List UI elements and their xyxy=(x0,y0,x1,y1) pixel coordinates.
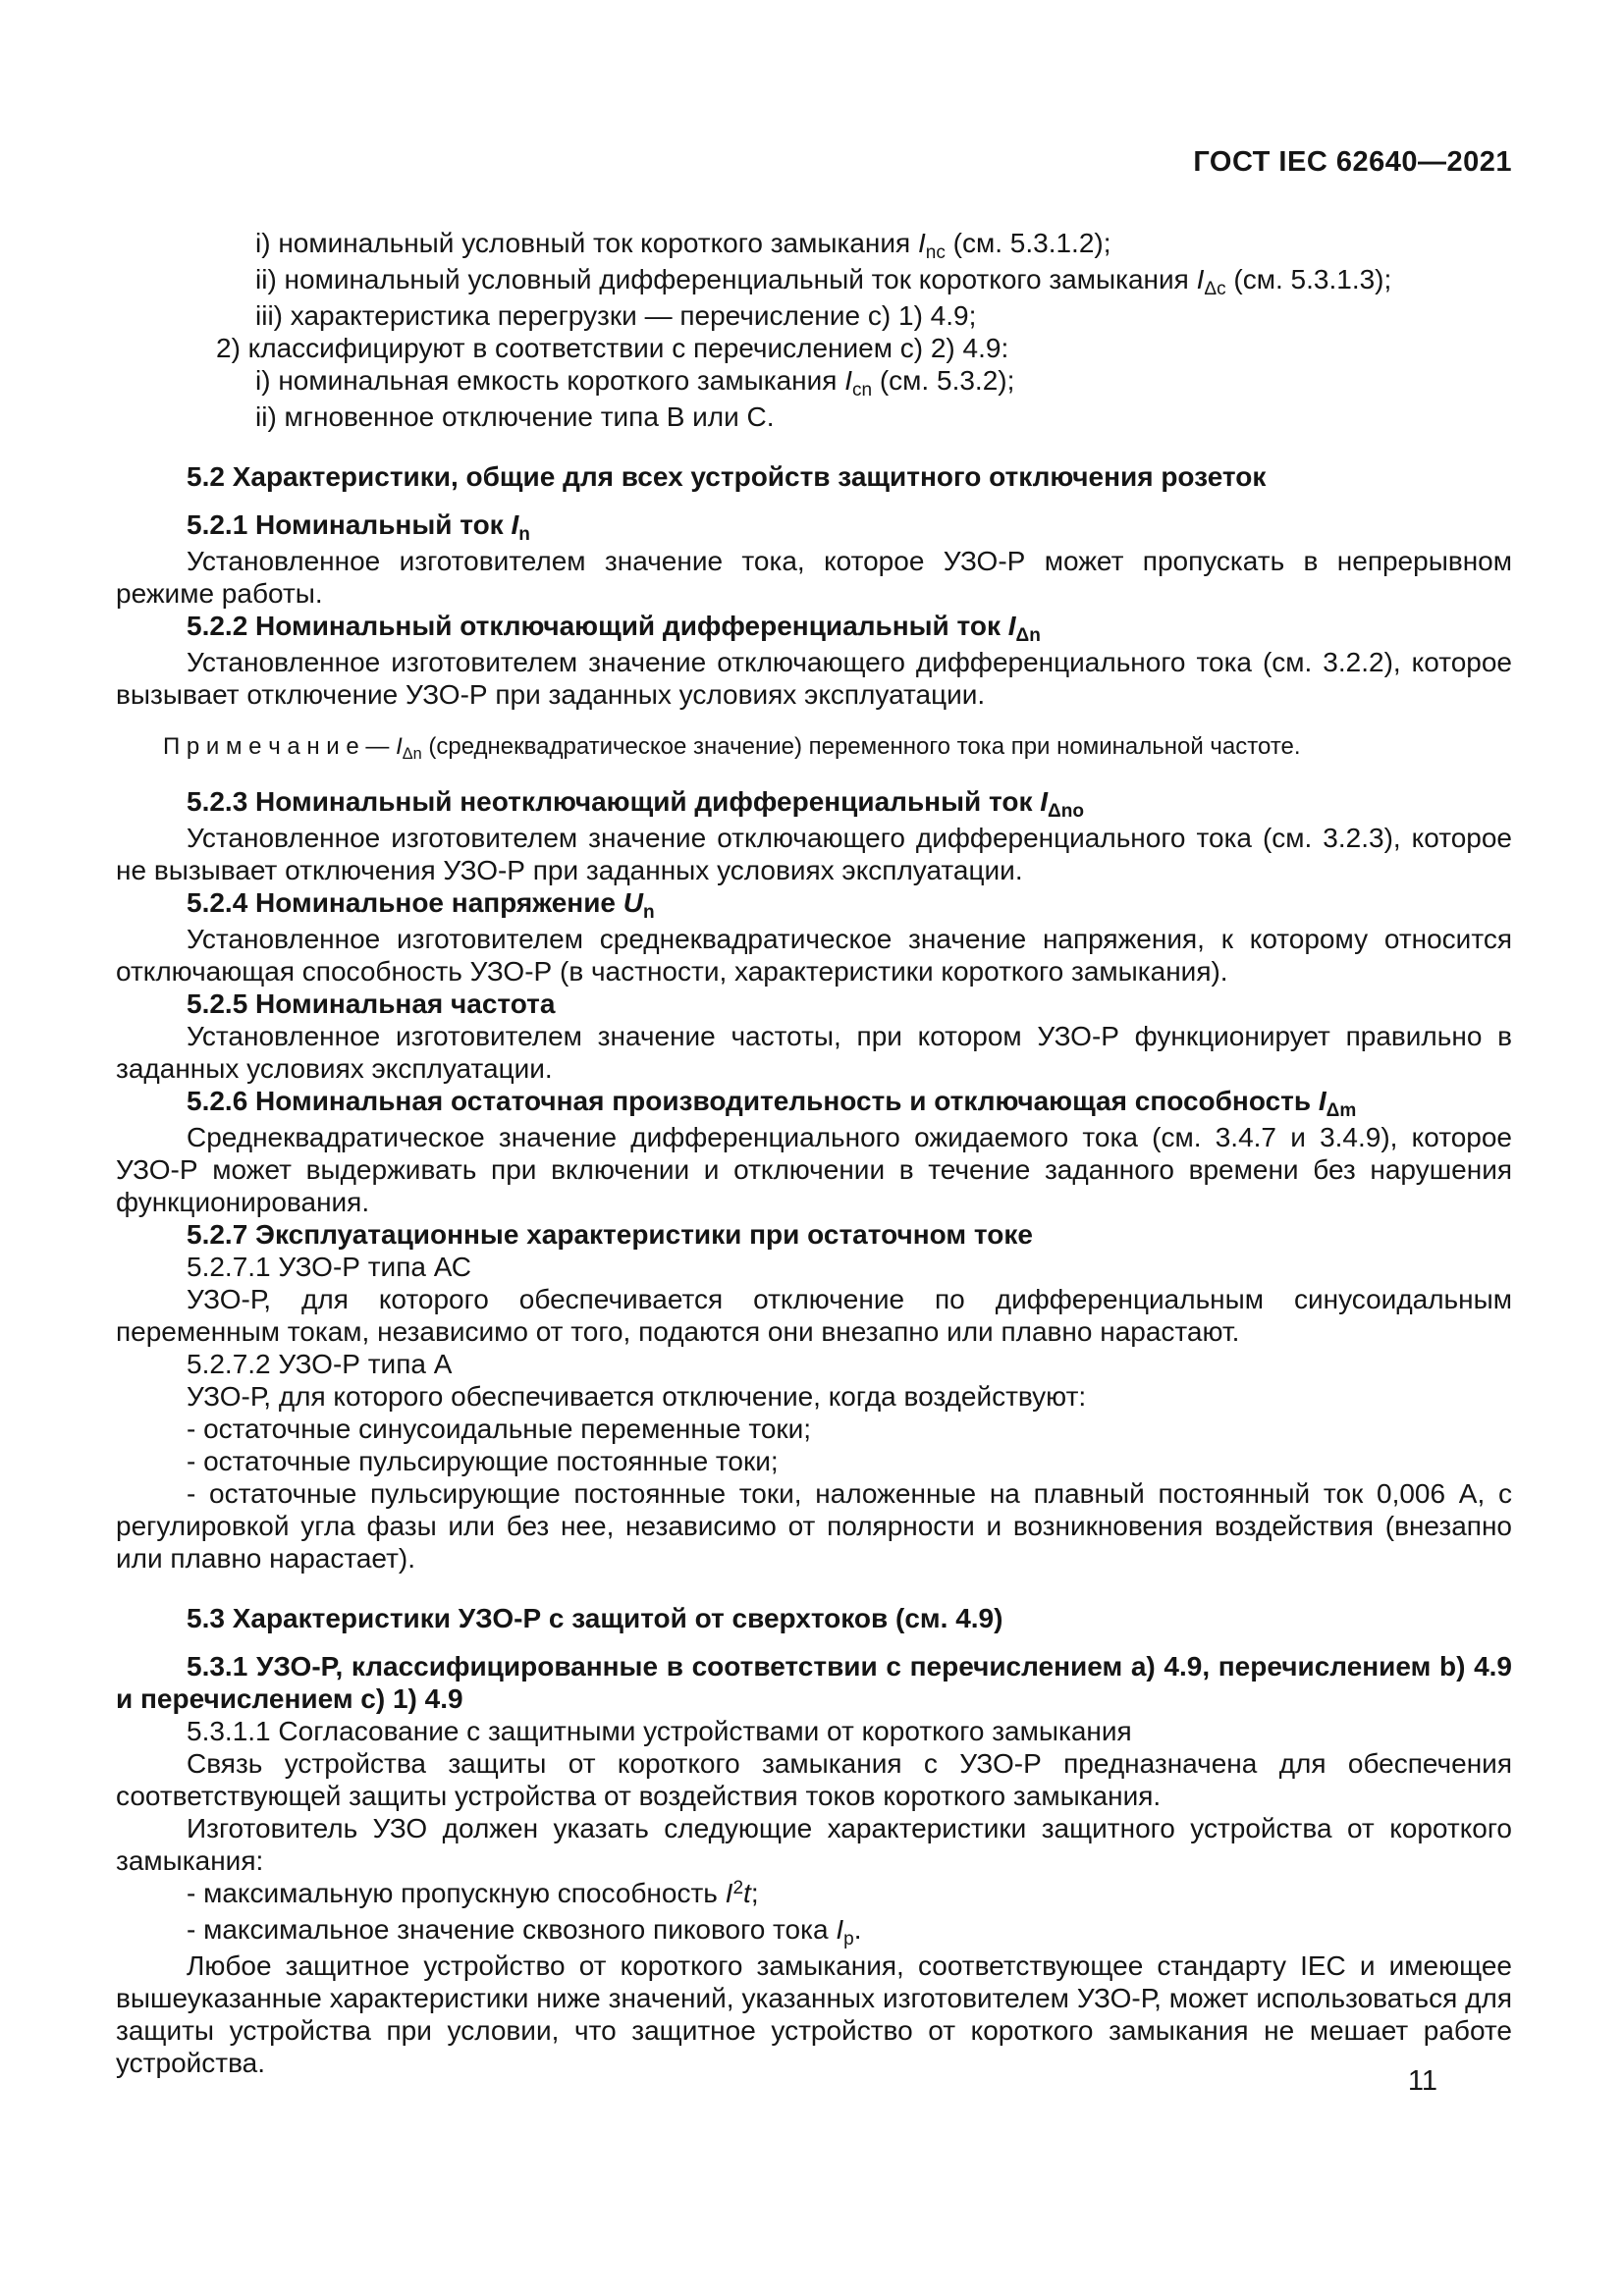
page-footer xyxy=(116,2065,1437,2098)
paragraph: Установленное изготовителем значение частоты, при котором УЗО-Р функционирует правильно в заданных условиях эксплуатации. xyxy=(116,1021,1512,1084)
heading-5-2: 5.2 Характеристики, общие для всех устройств защитного отключения розеток xyxy=(187,461,1267,492)
symbol-sub: Δn xyxy=(1015,625,1041,647)
symbol-i: I xyxy=(1040,786,1049,817)
heading-5-2-4: 5.2.4 Номинальное напряжение $U_n$ xyxy=(187,887,655,924)
symbol-i: I xyxy=(1196,264,1205,294)
dash-item: - максимальную пропускную способность $I^2t$; xyxy=(187,1878,759,1908)
symbol-i: I xyxy=(1007,611,1016,641)
symbol-sub: Δm xyxy=(1326,1100,1357,1122)
list-item-2: 2) классифицируют в соответствии с перечислением c) 2) 4.9: xyxy=(216,333,1009,363)
symbol-i: t xyxy=(743,1878,751,1908)
paragraph: УЗО-Р, для которого обеспечивается отключение, когда воздействуют: xyxy=(187,1381,1087,1412)
symbol-sub: n xyxy=(518,524,530,546)
dash-item: - остаточные синусоидальные переменные токи; xyxy=(187,1414,812,1444)
paragraph: Среднеквадратическое значение дифференциального ожидаемого тока (см. 3.4.7 и 3.4.9), которое УЗО-Р может выдерживать при включении и отключении в течение заданного времени без нарушения функционирования. xyxy=(116,1122,1512,1217)
heading-5-2-7-2: 5.2.7.2 УЗО-Р типа А xyxy=(187,1349,453,1379)
dash-item: - остаточные пульсирующие постоянные токи; xyxy=(187,1446,779,1476)
paragraph: УЗО-Р, для которого обеспечивается отключение по дифференциальным синусоидальным переменным токам, независимо от того, подаются они внезапно или плавно нарастают. xyxy=(116,1284,1512,1347)
paragraph: Установленное изготовителем значение отключающего дифференциального тока (см. 3.2.2), которое вызывает отключение УЗО-Р при заданных условиях эксплуатации. xyxy=(116,647,1512,710)
heading-5-2-5: 5.2.5 Номинальная частота xyxy=(187,988,556,1019)
heading-5-2-1: 5.2.1 Номинальный ток $I_n$ xyxy=(187,509,530,546)
document-code: ГОСТ IEC 62640—2021 xyxy=(1193,146,1512,178)
symbol-sub: Δn xyxy=(402,745,422,764)
dash-item: - остаточные пульсирующие постоянные токи, наложенные на плавный постоянный ток 0,006 А, с регулировкой угла фазы или без нее, независимо от полярности и возникновения воздействия (внезапно или плавно нарастает). xyxy=(116,1478,1512,1574)
heading-5-2-7-1: 5.2.7.1 УЗО-Р типа АС xyxy=(187,1252,471,1282)
note: П р и м е ч а н и е — $I_{\Delta n}$ (среднеквадратическое значение) переменного тока при номинальной частоте. xyxy=(163,733,1301,764)
heading-5-2-7: 5.2.7 Эксплуатационные характеристики при остаточном токе xyxy=(187,1219,1033,1250)
list-item-iii-1: iii) характеристика перегрузки — перечисление c) 1) 4.9; xyxy=(255,300,977,331)
symbol-i: I xyxy=(1318,1086,1326,1116)
symbol-i: I xyxy=(725,1878,733,1908)
symbol-sup: 2 xyxy=(732,1878,744,1899)
symbol-i: I xyxy=(917,228,926,258)
paragraph: Изготовитель УЗО должен указать следующие характеристики защитного устройства от короткого замыкания: xyxy=(116,1813,1512,1876)
symbol-sub: nc xyxy=(925,242,946,264)
paragraph: Любое защитное устройство от короткого замыкания, соответствующее стандарту IEC и имеющее вышеуказанные характеристики ниже значений, указанных изготовителем УЗО-Р, может использоваться для защиты устройства при условии, что защитное устройство от короткого замыкания не мешает работе устройства. xyxy=(116,1950,1512,2078)
symbol-sub: cn xyxy=(851,380,873,401)
heading-5-3: 5.3 Характеристики УЗО-Р с защитой от сверхтоков (см. 4.9) xyxy=(187,1603,1003,1633)
symbol-sub: p xyxy=(843,1929,854,1950)
symbol-i: I xyxy=(844,365,852,396)
heading-5-3-1-1: 5.3.1.1 Согласование с защитными устройствами от короткого замыкания xyxy=(187,1716,1132,1746)
paragraph: Установленное изготовителем среднеквадратическое значение напряжения, к которому относится отключающая способность УЗО-Р (в частности, характеристики короткого замыкания). xyxy=(116,924,1512,987)
symbol-i: U xyxy=(623,887,644,918)
list-item-ii-1: ii) номинальный условный дифференциальный ток короткого замыкания $I_{\Delta c}$ (см. 5.3.1.3); xyxy=(255,264,1392,300)
heading-5-2-3: 5.2.3 Номинальный неотключающий дифференциальный ток $I_{\Delta no}$ xyxy=(187,786,1084,823)
symbol-i: I xyxy=(511,509,519,540)
symbol-i: I xyxy=(836,1914,844,1945)
heading-5-2-2: 5.2.2 Номинальный отключающий дифференциальный ток $I_{\Delta n}$ xyxy=(187,611,1041,647)
page-number: 11 xyxy=(1407,2065,1437,2097)
list-item-i-1: i) номинальный условный ток короткого замыкания $I_{nc}$ (см. 5.3.1.2); xyxy=(255,228,1111,264)
symbol-sub: n xyxy=(643,902,655,924)
dash-item: - максимальное значение сквозного пикового тока $I_p$. xyxy=(187,1914,862,1950)
page-header xyxy=(116,146,1512,179)
content-blocks xyxy=(116,227,1512,2079)
paragraph: Установленное изготовителем значение тока, которое УЗО-Р может пропускать в непрерывном режиме работы. xyxy=(116,546,1512,609)
paragraph: Установленное изготовителем значение отключающего дифференциального тока (см. 3.2.3), которое не вызывает отключения УЗО-Р при заданных условиях эксплуатации. xyxy=(116,823,1512,885)
heading-5-3-1: 5.3.1 УЗО-Р, классифицированные в соответствии с перечислением a) 4.9, перечислением b) 4.9 и перечислением c) 1) 4.9 xyxy=(116,1651,1512,1714)
symbol-sub: Δno xyxy=(1048,801,1084,823)
list-item-ii-2: ii) мгновенное отключение типа B или C. xyxy=(255,401,775,432)
list-item-i-2: i) номинальная емкость короткого замыкания $I_{cn}$ (см. 5.3.2); xyxy=(255,365,1015,401)
heading-5-2-6: 5.2.6 Номинальная остаточная производительность и отключающая способность $I_{\Delta m}$ xyxy=(187,1086,1357,1122)
paragraph: Связь устройства защиты от короткого замыкания с УЗО-Р предназначена для обеспечения соответствующей защиты устройства от воздействия токов короткого замыкания. xyxy=(116,1748,1512,1811)
symbol-sub: Δc xyxy=(1204,279,1226,300)
symbol-i: I xyxy=(396,733,403,760)
